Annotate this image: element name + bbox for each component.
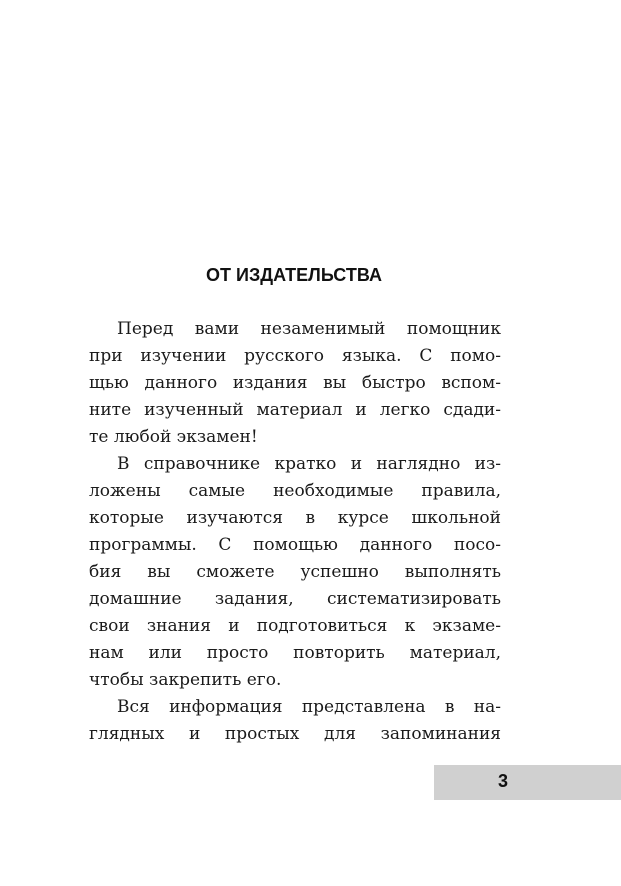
body-text (89, 316, 501, 748)
text-line: нам или просто повторить материал, (89, 643, 501, 663)
text-line: которые изучаются в курсе школьной (89, 508, 501, 528)
text-line: чтобы закрепить его. (89, 670, 282, 690)
text-line: ните изученный материал и легко сдади- (89, 400, 501, 420)
text-line: домашние задания, систематизировать (89, 589, 501, 609)
text-line: те любой экзамен! (89, 427, 258, 447)
text-line: В справочнике кратко и наглядно из- (117, 454, 501, 474)
page-number: 3 (497, 771, 508, 791)
text-line: Перед вами незаменимый помощник (117, 319, 501, 339)
text-line: ложены самые необходимые правила, (89, 481, 501, 501)
text-line: при изучении русского языка. С помо- (89, 346, 501, 366)
text-line: программы. С помощью данного посо- (89, 535, 501, 555)
text-line: бия вы сможете успешно выполнять (89, 562, 501, 582)
text-line: Вся информация представлена в на- (117, 697, 501, 717)
text-line: свои знания и подготовиться к экзаме- (89, 616, 501, 636)
page-number-box (434, 765, 621, 800)
text-line: щью данного издания вы быстро вспом- (89, 373, 501, 393)
text-line: глядных и простых для запоминания (89, 724, 501, 744)
section-heading: ОТ ИЗДАТЕЛЬСТВА (206, 265, 382, 285)
